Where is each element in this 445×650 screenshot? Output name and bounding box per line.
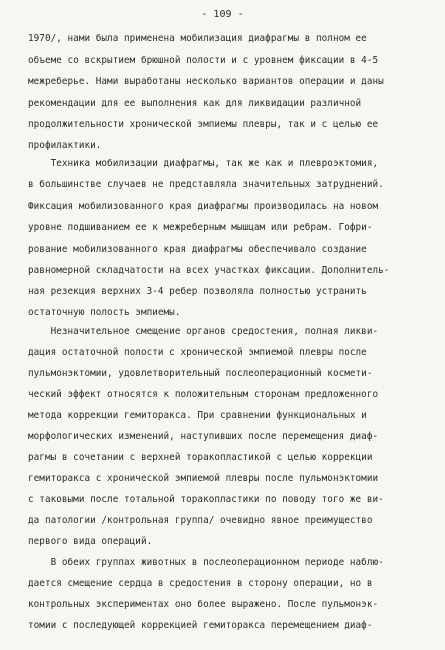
text-line: профилактики. — [28, 140, 102, 151]
text-line: уровне подшиванием ее к межреберным мышцам или ребрам. Гофри- — [28, 222, 373, 233]
text-line: рагмы в сочетании с верхней торакопластикой с целью коррекции — [28, 452, 373, 463]
text-line: Техника мобилизации диафрагмы, так же как и плевроэктомия, — [28, 158, 379, 169]
text-line: продолжительности хронической эмпиемы плевры, так и с целью ее — [28, 119, 379, 130]
text-line: рование мобилизованного края диафрагмы обеспечивало создание — [28, 244, 367, 255]
text-line: 1970/, нами была применена мобилизация диафрагмы в полном ее — [28, 33, 367, 44]
text-line: метода коррекции гемиторакса. При сравнении функциональных и — [28, 410, 367, 421]
text-line: ческий эффект относятся к положительным сторонам предложенного — [28, 389, 379, 400]
text-line: с таковыми после тотальной торакопластики по поводу того же ви- — [28, 494, 384, 505]
text-line: Фиксация мобилизованного края диафрагмы производилась на новом — [28, 201, 379, 212]
text-line: томии с последующей коррекцией гемиторакса перемещением диаф- — [28, 620, 373, 631]
text-line: ная резекция верхних 3-4 ребер позволяла полностью устранить — [28, 286, 367, 297]
text-line: рекомендации для ее выполнения как для ликвидации различной — [28, 98, 362, 109]
text-line: пульмонэктомии, удовлетворительный послеоперационный космети- — [28, 368, 373, 379]
text-line: в большинстве случаев не представляла значительных затруднений. — [28, 179, 384, 190]
text-line: первого вида операций. — [28, 536, 153, 547]
text-line: да патологии /контрольная группа/ очевидно явное преимущество — [28, 515, 373, 526]
page-number: - 109 - — [201, 9, 244, 20]
text-line: равномерной складчатости на всех участках фиксации. Дополнитель- — [28, 265, 390, 276]
text-line: дация остаточной полости с хронической эмпиемой плевры после — [28, 347, 367, 358]
text-line: дается смещение сердца в средостения в сторону операции, но в — [28, 578, 373, 589]
text-line: межреберье. Нами выработаны несколько вариантов операции и даны — [28, 76, 384, 87]
text-line: морфологических изменений, наступивших после перемещения диаф- — [28, 431, 379, 442]
text-line: объеме со вскрытием брюшной полости и с уровнем фиксации в 4-5 — [28, 55, 379, 66]
text-line: Незначительное смещение органов средостения, полная ликви- — [28, 326, 379, 337]
text-line: гемиторакса с хронической эмпиемой плевры после пульмонэктомии — [28, 473, 379, 484]
text-line: В обеих группах животных в послеоперационном периоде наблю- — [28, 557, 384, 568]
text-line: контрольных экспериментах оно более выражено. После пульмонэк- — [28, 599, 379, 610]
text-line: остаточную полость эмпиемы. — [28, 307, 181, 318]
